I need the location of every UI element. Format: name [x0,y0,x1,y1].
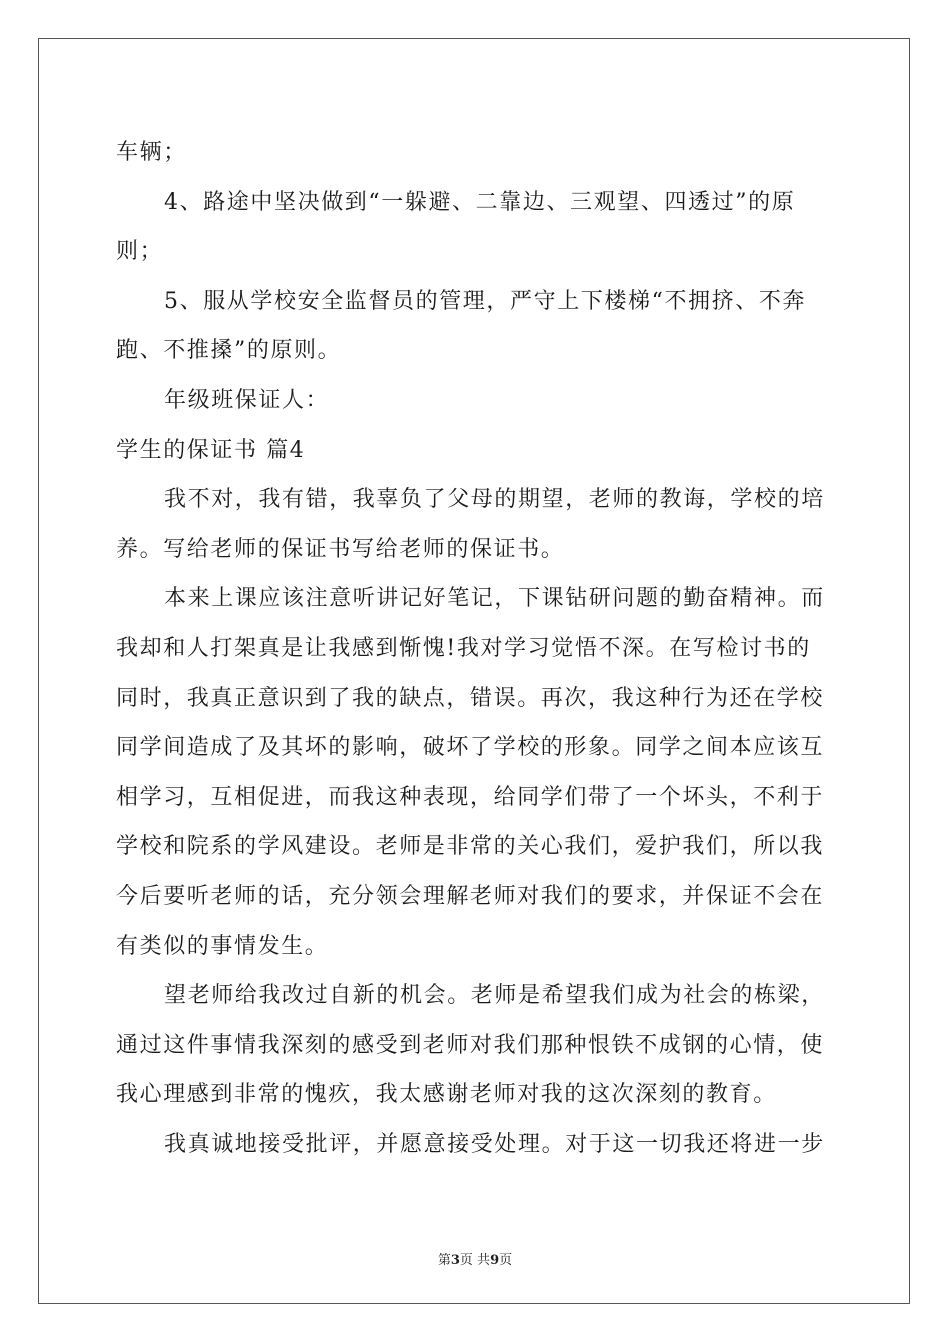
text-line: 同学间造成了及其坏的影响，破坏了学校的形象。同学之间本应该互 [116,735,825,761]
text-line: 有类似的事情发生。 [116,933,329,959]
text-line: 我不对，我有错，我辜负了父母的期望，老师的教诲，学校的培 [164,487,825,513]
text-line: 5、服从学校安全监督员的管理，严守上下楼梯“不拥挤、不奔 [164,288,807,314]
section-heading: 学生的保证书 篇4 [116,437,306,463]
total-page-count: 9 [490,1253,500,1268]
text-line: 通过这件事情我深刻的感受到老师对我们那种恨铁不成钢的心情，使 [116,1032,825,1058]
text-line: 同时，我真正意识到了我的缺点，错误。再次，我这种行为还在学校 [116,685,825,711]
text-line: 我真诚地接受批评，并愿意接受处理。对于这一切我还将进一步 [164,1131,825,1157]
footer-suffix: 页 [499,1253,513,1268]
text-line: 本来上课应该注意听讲记好笔记，下课钻研问题的勤奋精神。而 [164,586,825,612]
document-body [116,128,836,1169]
text-line: 今后要听老师的话，充分领会理解老师对我们的要求，并保证不会在 [116,883,825,909]
text-line: 4、路途中坚决做到“一躲避、二靠边、三观望、四透过”的原 [164,189,796,215]
text-line: 年级班保证人： [164,387,330,413]
text-line: 望老师给我改过自新的机会。老师是希望我们成为社会的栋梁， [164,983,825,1009]
text-line: 车辆； [116,140,187,165]
text-line: 我心理感到非常的愧疚，我太感谢老师对我的这次深刻的教育。 [116,1082,777,1108]
text-line: 学校和院系的学风建设。老师是非常的关心我们，爱护我们，所以我 [116,834,825,860]
text-line: 养。写给老师的保证书写给老师的保证书。 [116,536,565,562]
current-page-number: 3 [450,1253,460,1268]
text-line: 跑、不推搡”的原则。 [116,338,342,364]
text-line: 我却和人打架真是让我感到惭愧!我对学习觉悟不深。在写检讨书的 [116,635,811,661]
page-footer [0,1249,950,1268]
footer-prefix: 第 [437,1253,451,1268]
text-line: 则； [116,239,164,265]
footer-middle: 页 共 [459,1253,491,1268]
text-line: 相学习，互相促进，而我这种表现，给同学们带了一个坏头，不利于 [116,784,825,810]
